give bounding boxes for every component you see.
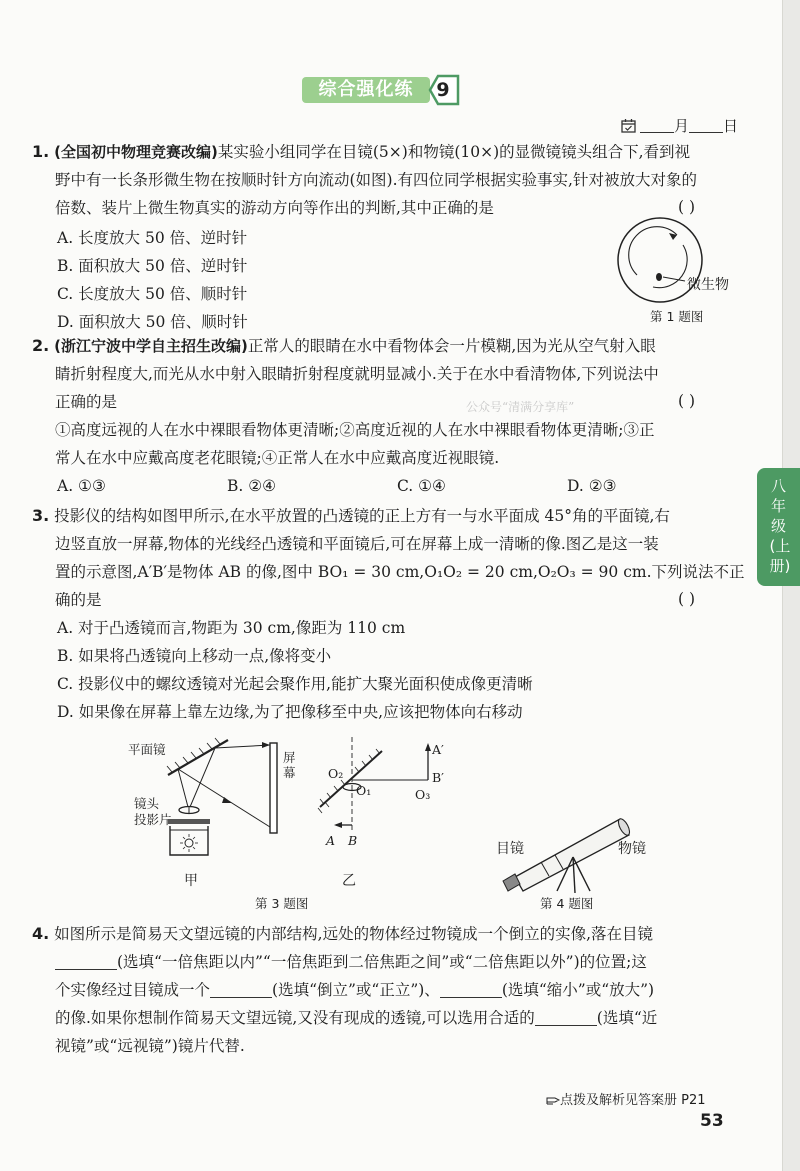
q1-microbe-label: 微生物 xyxy=(687,277,729,293)
section-number: 9 xyxy=(436,79,450,101)
page-number: 53 xyxy=(700,1111,724,1131)
q2-source: (浙江宁波中学自主招生改编) xyxy=(54,337,248,355)
q4-line2 xyxy=(55,952,647,972)
q4-figure-caption: 第 4 题图 xyxy=(540,896,594,911)
q2-line3: 正确的是 xyxy=(55,393,118,411)
q1-line2: 野中有一长条形微生物在按顺时针方向流动(如图).有四位同学根据实验事实,针对被放大对象的 xyxy=(55,171,697,189)
q4-line5: 视镜”或“远视镜”)镜片代替. xyxy=(55,1037,245,1055)
q4-blank-1[interactable] xyxy=(55,954,117,970)
q4-line1 xyxy=(32,924,653,944)
q3-line4: 确的是 xyxy=(55,591,102,609)
q2-option-d[interactable]: D. ②③ xyxy=(567,477,617,495)
q2-text-1: 正常人的眼睛在水中看物体会一片模糊,因为光从空气射入眼 xyxy=(247,337,656,355)
q2-answer-paren[interactable]: ( ) xyxy=(678,392,696,410)
q3-option-c[interactable]: C. 投影仪中的螺纹透镜对光起会聚作用,能扩大聚光面积使成像更清晰 xyxy=(57,675,533,693)
q3-text-1: 投影仪的结构如图甲所示,在水平放置的凸透镜的正上方有一与水平面成 45°角的平面镜,右 xyxy=(54,507,670,525)
q3-option-a[interactable]: A. 对于凸透镜而言,物距为 30 cm,像距为 110 cm xyxy=(57,619,406,637)
section-title xyxy=(302,74,466,108)
q2-option-a[interactable]: A. ①③ xyxy=(57,477,106,495)
q3-line2: 边竖直放一屏幕,物体的光线经凸透镜和平面镜后,可在屏幕上成一清晰的像.图乙是这一装 xyxy=(55,535,659,553)
q4-text-4b: (选填“近 xyxy=(596,1009,658,1027)
month-blank[interactable] xyxy=(640,118,674,133)
q1-option-b[interactable]: B. 面积放大 50 倍、逆时针 xyxy=(57,257,248,275)
q3-label-a: A xyxy=(326,833,336,848)
day-label: 日 xyxy=(723,117,739,135)
q3-label-screen: 屏幕 xyxy=(283,750,296,780)
q3-answer-paren[interactable]: ( ) xyxy=(678,590,696,608)
q4-text-3b: (选填“倒立”或“正立”)、 xyxy=(272,981,440,999)
q3-label-b-prime: B′ xyxy=(432,770,445,785)
q2-option-b[interactable]: B. ②④ xyxy=(227,477,277,495)
q1-figure-caption: 第 1 题图 xyxy=(650,309,704,324)
q2-line2: 睛折射程度大,而光从水中射入眼睛折射程度就明显减小.关于在水中看清物体,下列说法中 xyxy=(55,365,659,383)
q3-label-lens: 镜头 xyxy=(134,796,160,811)
calendar-icon xyxy=(621,118,636,133)
q2-option-c[interactable]: C. ①④ xyxy=(397,477,446,495)
q2-line1 xyxy=(32,336,656,356)
answer-reference-text: 点拨及解析见答案册 P21 xyxy=(560,1093,706,1108)
q3-label-mirror: 平面镜 xyxy=(128,742,166,757)
answer-reference xyxy=(546,1089,706,1108)
q3-label-jia: 甲 xyxy=(184,873,198,889)
q4-blank-3[interactable] xyxy=(440,982,502,998)
q1-line3: 倍数、装片上微生物真实的游动方向等作出的判断,其中正确的是 xyxy=(55,199,494,217)
q4-label-objective: 物镜 xyxy=(618,841,646,857)
q3-label-o2: O₂ xyxy=(328,766,344,781)
q4-blank-2[interactable] xyxy=(210,982,272,998)
q1-answer-paren[interactable]: ( ) xyxy=(678,198,696,216)
grade-side-tab-text: 八年级(上册) xyxy=(769,477,791,575)
q3-label-slide: 投影片 xyxy=(134,812,172,827)
section-title-text: 综合强化练 xyxy=(302,77,430,103)
q2-line4: ①高度远视的人在水中裸眼看物体更清晰;②高度近视的人在水中裸眼看物体更清晰;③正 xyxy=(55,421,655,439)
q3-option-d[interactable]: D. 如果像在屏幕上靠左边缘,为了把像移至中央,应该把物体向右移动 xyxy=(57,703,523,721)
q4-label-eyepiece: 目镜 xyxy=(496,841,524,857)
q1-option-d[interactable]: D. 面积放大 50 倍、顺时针 xyxy=(57,313,248,331)
q3-label-a-prime: A′ xyxy=(432,742,444,757)
q1-text-1: 某实验小组同学在目镜(5×)和物镜(10×)的显微镜镜头组合下,看到视 xyxy=(217,143,691,161)
q1-microscope-field-figure xyxy=(615,215,755,315)
q3-number: 3. xyxy=(32,506,50,525)
q1-option-a[interactable]: A. 长度放大 50 倍、逆时针 xyxy=(57,229,248,247)
month-label: 月 xyxy=(674,117,690,135)
q1-line1 xyxy=(32,142,690,162)
q2-line5: 常人在水中应戴高度老花眼镜;④正常人在水中应戴高度近视眼镜. xyxy=(55,449,500,467)
q3-line3: 置的示意图,A′B′是物体 AB 的像,图中 BO₁ = 30 cm,O₁O₂ = 20 cm,O₂O₃ = 90 cm.下列说法不正 xyxy=(55,563,745,581)
watermark: 公众号“清满分享库” xyxy=(466,400,575,414)
day-blank[interactable] xyxy=(689,118,723,133)
q4-text-2: (选填“一倍焦距以内”“一倍焦距到二倍焦距之间”或“二倍焦距以外”)的位置;这 xyxy=(117,953,647,971)
q4-text-4a: 的像.如果你想制作简易天文望远镜,又没有现成的透镜,可以选用合适的 xyxy=(55,1009,535,1027)
q4-blank-4[interactable] xyxy=(535,1010,597,1026)
q1-number: 1. xyxy=(32,142,50,161)
q2-number: 2. xyxy=(32,336,50,355)
q4-line4 xyxy=(55,1008,657,1028)
date-field xyxy=(621,115,738,136)
q3-label-b: B xyxy=(348,833,358,848)
grade-side-tab xyxy=(757,468,800,586)
q4-text-3a: 个实像经过目镜成一个 xyxy=(55,981,211,999)
q4-text-3c: (选填“缩小”或“放大”) xyxy=(501,981,655,999)
q1-source: (全国初中物理竞赛改编) xyxy=(54,143,218,161)
q4-line3 xyxy=(55,980,654,1000)
section-number-badge xyxy=(426,74,460,106)
q1-option-c[interactable]: C. 长度放大 50 倍、顺时针 xyxy=(57,285,248,303)
q3-label-yi: 乙 xyxy=(342,873,356,889)
q3-label-o1: O₁ xyxy=(356,783,372,798)
q3-label-o3: O₃ xyxy=(415,787,431,802)
q4-number: 4. xyxy=(32,924,50,943)
q3-figure-caption: 第 3 题图 xyxy=(255,896,309,911)
q4-text-1: 如图所示是简易天文望远镜的内部结构,远处的物体经过物镜成一个倒立的实像,落在目镜 xyxy=(54,925,654,943)
q3-option-b[interactable]: B. 如果将凸透镜向上移动一点,像将变小 xyxy=(57,647,332,665)
pointing-hand-icon xyxy=(546,1095,560,1105)
q3-line1 xyxy=(32,506,670,526)
